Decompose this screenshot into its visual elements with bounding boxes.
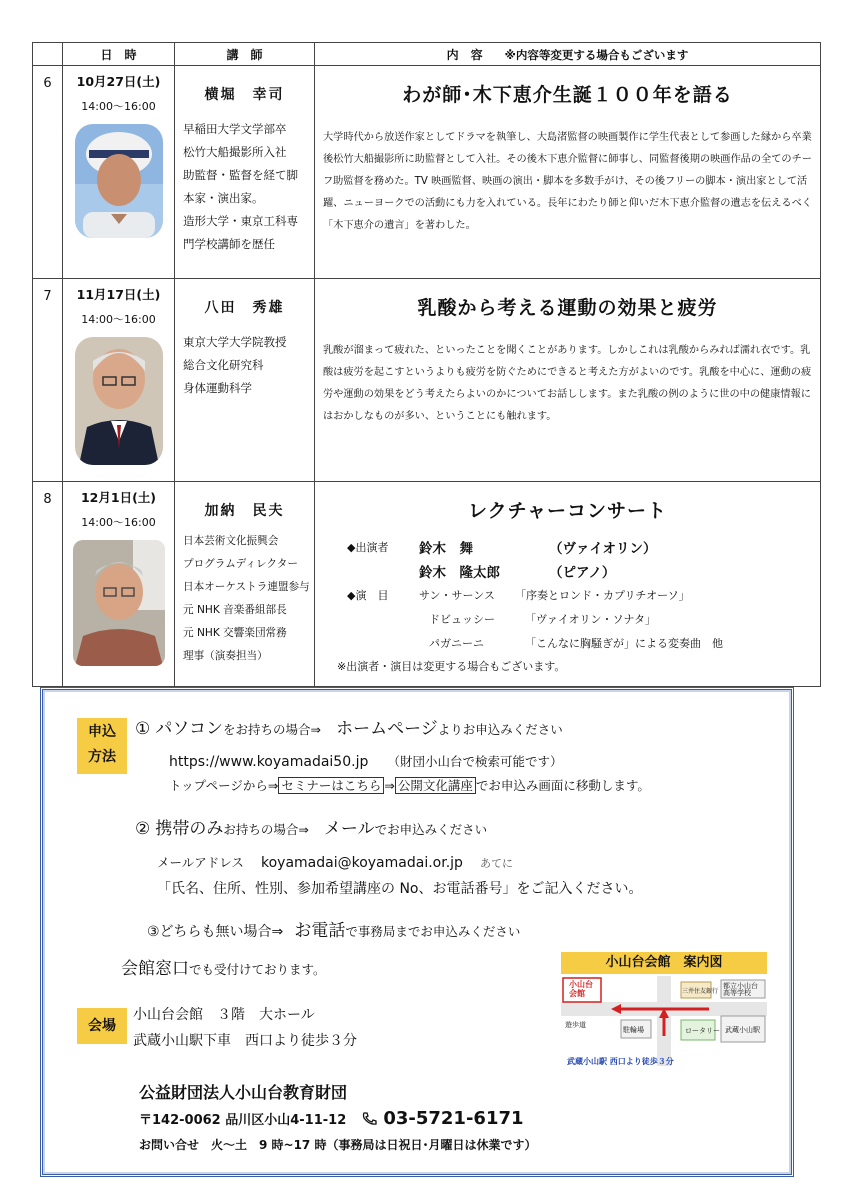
venue-tag: 会場 [77,1008,127,1044]
lecture-time: 14:00～16:00 [81,100,156,113]
profile-line: 造形大学・東京工科専 [183,214,298,228]
lecture-description: 乳酸が溜まって疲れた、といったことを聞くことがあります。しかしこれは乳酸からみれば濡れ衣です。乳酸は疲労を起こすというよりも疲労を防ぐためにできると考えた方がよいのです。乳酸を中心に、運動の疲労や運動の効果をどう考えたらよいのかについてお話しします。また乳酸の例のように世の中の健康情報にはおかしなものが多い、ということにも触れます。 [323,345,812,422]
counter-method [121,954,326,979]
map-body [561,976,767,1066]
profile-line: 東京大学大学院教授 [183,335,287,349]
lecture-date: 10月27日(土) [76,74,161,89]
lecture-time: 14:00～16:00 [81,516,156,529]
lecture-schedule-table [32,42,821,687]
row-number: 8 [33,482,63,687]
apply-tag-line: 方法 [88,749,116,765]
lecturer-profile [175,530,314,668]
navigation-instructions [169,776,650,794]
program-work: 「こんなに胸騒ぎが」による変奏曲 他 [525,637,723,650]
performer-name: 鈴木 隆太郎 [419,565,500,581]
map-label: 武蔵小山駅 [725,1026,760,1034]
profile-line: 本家・演出家。 [183,191,264,205]
program-row [347,631,810,655]
pc-label-suffix: をお持ちの場合⇒ [223,722,321,737]
profile-line: 助監督・監督を経て脚 [183,168,298,182]
program-label: ◆演 目 [347,589,389,602]
map-label: 都立小山台高等学校 [723,982,758,997]
lecturer-cell [175,66,315,279]
profile-line: 総合文化研究科 [183,358,264,372]
method-number: ① [135,719,151,739]
profile-line: 松竹大船撮影所入社 [183,145,287,159]
email-address[interactable]: koyamadai@koyamadai.or.jp [260,855,463,871]
profile-line: 日本オーケストラ連盟参与 [183,581,310,593]
date-cell [63,279,175,482]
lecture-description: 大学時代から放送作家としてドラマを執筆し、大島渚監督の映画製作に学生代表として参画した縁から卒業後松竹大船撮影所に助監督として入社。その後木下恵介監督に師事し、同監督後期の映画作品の全てのチーフ助監督を務めた。TV 映画監督、映画の演出・脚本を多数手がけ、その後フリーの脚本・演出家として活躍、ニューヨークでの活動にも力を入れている。長年にわたり師と仰いだ木下恵介監督の遺志を伝えるべく「木下恵介の遺言」を著わした。 [323,132,812,231]
profile-line: 日本芸術文化振興会 [183,535,279,547]
header-lecturer: 講 師 [175,43,315,66]
date-cell [63,482,175,687]
content-cell [315,66,821,279]
homepage-label: ホームページ [336,719,438,739]
table-row [33,482,821,687]
lecturer-profile [175,331,314,400]
nav-arrow: ⇒ [384,778,395,793]
performer-role: （ヴァイオリン） [549,541,657,557]
apply-tag-line: 申込 [88,724,116,740]
lecture-date: 11月17日(土) [76,287,161,302]
program-composer: パガニーニ [429,637,484,650]
lecture-date: 12月1日(土) [80,490,157,505]
lecturer-cell [175,482,315,687]
lecture-title: 乳酸から考える運動の効果と疲労 [417,297,718,319]
venue-location: 小山台会館 ３階 大ホール [133,1007,315,1023]
profile-line: 門学校講師を歴任 [183,237,275,251]
lecture-title: わが師･木下恵介生誕１００年を語る [402,84,733,106]
performer-row [347,535,810,559]
concert-details [315,535,820,683]
header-content-label: 内 容 [446,47,483,62]
application-info-box [40,687,794,1177]
performers-label: ◆出演者 [347,541,389,554]
lecturer-profile [175,118,314,256]
venue-access: 武蔵小山駅下車 西口より徒歩３分 [133,1033,357,1049]
phone-method-heading [147,916,520,941]
apply-method-tag [77,718,127,774]
lecturer-name: 横堀 幸司 [204,87,285,103]
content-cell [315,279,821,482]
row-number: 7 [33,279,63,482]
lecture-title: レクチャーコンサート [467,500,668,522]
email-address-line [157,852,513,871]
mobile-label-suffix: お持ちの場合⇒ [223,822,309,837]
map-title: 小山台会館 案内図 [561,952,767,974]
map-footer: 武蔵小山駅 西口より徒歩３分 [567,1057,674,1066]
program-composer: サン・サーンス [419,589,495,602]
performer-name: 鈴木 舞 [419,541,473,557]
lecturer-name: 加納 民夫 [204,503,285,519]
program-row [347,583,810,607]
profile-line: 元 NHK 音楽番組部長 [183,604,287,616]
date-cell [63,66,175,279]
program-work: 「ヴァイオリン・ソナタ」 [525,613,657,626]
email-suffix: でお申込みください [374,822,488,837]
profile-line: 早稲田大学文学部卒 [183,122,287,136]
profile-line: プログラムディレクター [183,558,298,570]
email-address-label: メールアドレス [157,855,244,870]
map-label: 駐輪場 [623,1026,644,1034]
profile-line: 元 NHK 交響楽団常務 [183,627,287,639]
phone-call-label: お電話 [294,921,346,941]
venue-map [561,952,767,1066]
contact-phone-number[interactable]: 03-5721-6171 [383,1108,524,1129]
method-number: ② [135,819,151,839]
map-label: ロータリー [685,1027,720,1035]
map-label: 遊歩道 [565,1021,586,1029]
table-row [33,279,821,482]
program-row [347,607,810,631]
table-row [33,66,821,279]
nav-text: トップページから⇒ [169,778,279,793]
office-hours: お問い合せ 火～土 9 時~17 時（事務局は日祝日･月曜日は休業です） [139,1138,537,1152]
header-date: 日 時 [63,43,175,66]
email-address-note: あてに [480,857,514,870]
phone-icon [361,1113,384,1128]
lecturer-cell [175,279,315,482]
homepage-suffix: よりお申込みください [437,722,563,737]
lecturer-photo [73,540,165,666]
profile-line: 身体運動科学 [183,381,252,395]
performer-row [347,559,810,583]
phone-suffix: で事務局までお申込みください [345,924,521,939]
mobile-method-heading [135,814,487,839]
program-work: 「序奏とロンド・カプリチオーソ」 [515,589,690,602]
program-composer: ドビュッシー [429,613,495,626]
row-number: 6 [33,66,63,279]
organization-address: 〒142-0062 品川区小山4-11-12 [139,1113,347,1128]
pc-label: パソコン [155,719,224,739]
change-note: ※出演者・演目は変更する場合もございます。 [337,660,566,673]
lecture-time: 14:00～16:00 [81,313,156,326]
culture-lecture-link[interactable]: 公開文化講座 [395,777,476,794]
website-url[interactable]: https://www.koyamadai50.jp [169,754,369,770]
performer-role: （ピアノ） [549,565,616,581]
lecturer-name: 八田 秀雄 [204,300,285,316]
organization-name: 公益財団法人小山台教育財団 [139,1083,348,1102]
seminar-link[interactable]: セミナーはこちら [278,777,384,794]
website-search-note: （財団小山台で検索可能です） [387,754,563,769]
counter-suffix: でも受付けております。 [189,962,326,977]
header-content [315,43,821,66]
table-header-row [33,43,821,66]
profile-line: 理事（演奏担当） [183,650,268,662]
map-label: 三井住友銀行 [682,988,719,995]
map-hall-label: 小山台 会館 [569,980,593,998]
content-cell [315,482,821,687]
lecturer-photo [75,124,163,238]
email-label: メール [323,819,375,839]
website-line [169,751,562,770]
counter-label: 会館窓口 [121,959,189,979]
pc-method-heading [135,714,563,739]
nav-text: でお申込み画面に移動します。 [475,778,650,793]
header-no [33,43,63,66]
header-change-note: ※内容等変更する場合もございます [504,47,689,62]
phone-label: ③どちらも無い場合⇒ [147,924,284,940]
mobile-label: 携帯のみ [155,819,224,839]
lecturer-photo [75,337,163,465]
footer-contact-line [139,1108,524,1129]
email-required-fields: 「氏名、住所、性別、参加希望講座の No、お電話番号」をご記入ください。 [157,881,643,897]
